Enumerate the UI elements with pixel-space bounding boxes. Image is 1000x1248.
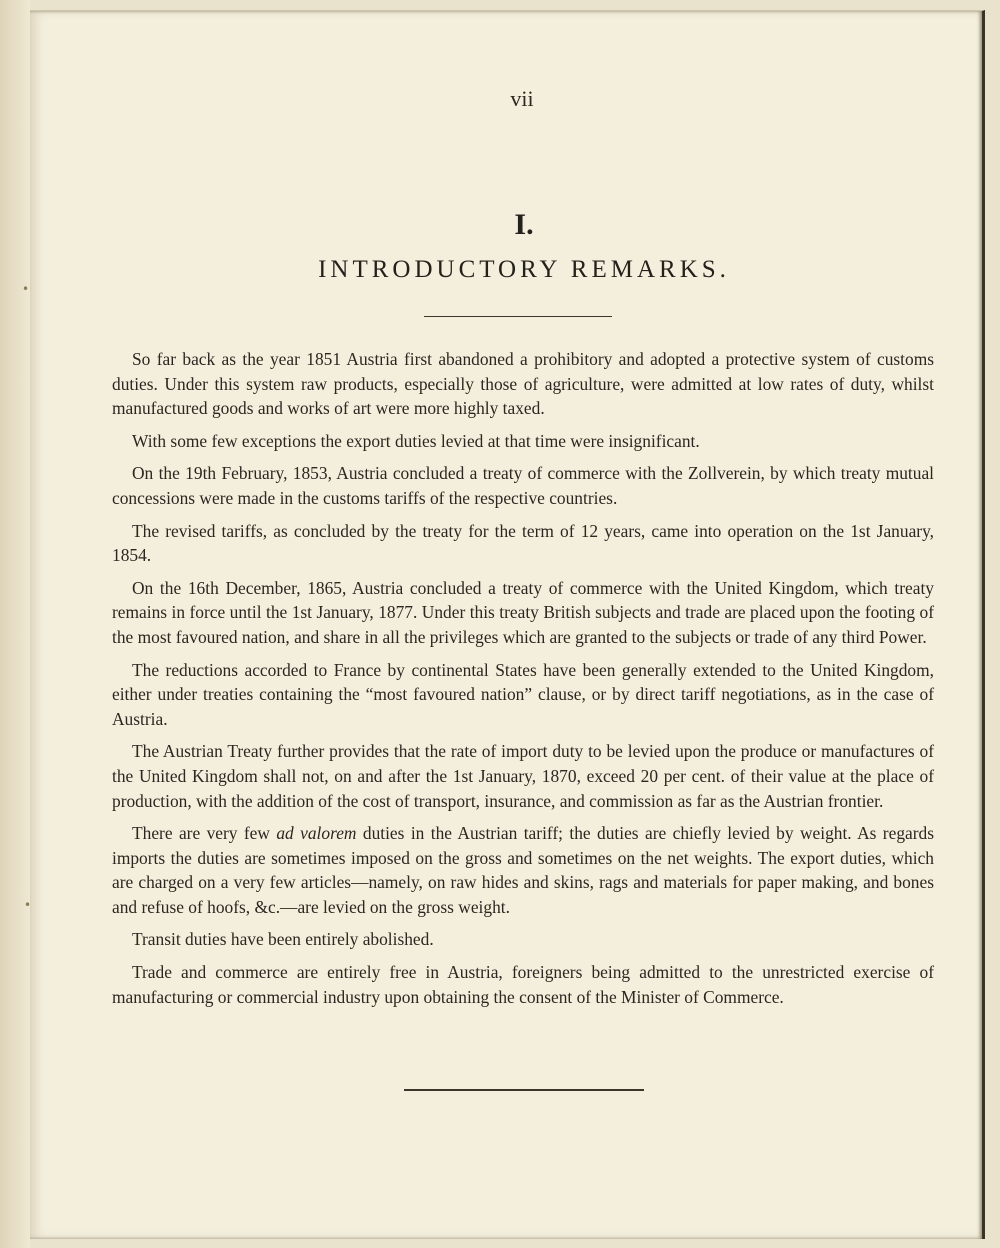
end-divider — [404, 1089, 644, 1091]
paragraph-text: duties in the Austrian tariff; the duties are chiefly levied by weight. As regards imports the duties are sometimes imposed on the gross and sometimes on the net weights. The export duties, which are charged on a very few articles—namely, on raw hides and skins, rags and materials for paper making, and bones and refuse of hoofs, &c.—are levied on the gross weight. — [112, 823, 934, 917]
section-number: I. — [514, 208, 534, 241]
paragraph: With some few exceptions the export duties levied at that time were insignificant. — [132, 430, 700, 451]
paragraph: On the 16th December, 1865, Austria concluded a treaty of commerce with the United Kingdom, which treaty remains in force until the 1st January, 1877. Under this treaty British subjects and trade are placed upon the footing of the most favoured nation, and share in all the privileges which are granted to the subjects or trade of any third Power. — [112, 577, 934, 647]
title-divider — [424, 316, 612, 317]
paragraph: The Austrian Treaty further provides that the rate of import duty to be levied upon the produce or manufactures of the United Kingdom shall not, on and after the 1st January, 1870, exceed 20 per cent. of their value at the place of production, with the addition of the cost of transport, insurance, and commission as far as the Austrian frontier. — [112, 741, 934, 811]
margin-smudge: • — [24, 898, 32, 912]
paragraph: Trade and commerce are entirely free in Austria, foreigners being admitted to the unrestricted exercise of manufacturing or commercial industry upon obtaining the consent of the Minister of Commerce. — [112, 962, 934, 1007]
body-text — [112, 347, 934, 1017]
paragraph: On the 19th February, 1853, Austria concluded a treaty of commerce with the Zollverein, by which treaty mutual concessions were made in the customs tariffs of the respective countries. — [112, 463, 934, 508]
paragraph-text: There are very few — [132, 823, 277, 844]
section-title: INTRODUCTORY REMARKS. — [318, 256, 730, 283]
paragraph: Transit duties have been entirely abolished. — [132, 929, 434, 950]
paragraph: The revised tariffs, as concluded by the treaty for the term of 12 years, came into operation on the 1st January, 1854. — [112, 520, 934, 566]
paragraph: So far back as the year 1851 Austria first abandoned a prohibitory and adopted a protective system of customs duties. Under this system raw products, especially those of agriculture, were admitted at low rates of duty, whilst manufactured goods and works of art were more highly taxed. — [112, 349, 934, 419]
paragraph: The reductions accorded to France by continental States have been generally extended to the United Kingdom, either under treaties containing the “most favoured nation” clause, or by direct tariff negotiations, as in the case of Austria. — [112, 659, 934, 729]
page-number: vii — [510, 86, 534, 111]
paragraph — [112, 821, 934, 919]
margin-smudge: • — [22, 282, 30, 296]
book-spine-shadow — [0, 0, 30, 1248]
italic-phrase: ad valorem — [276, 823, 357, 844]
